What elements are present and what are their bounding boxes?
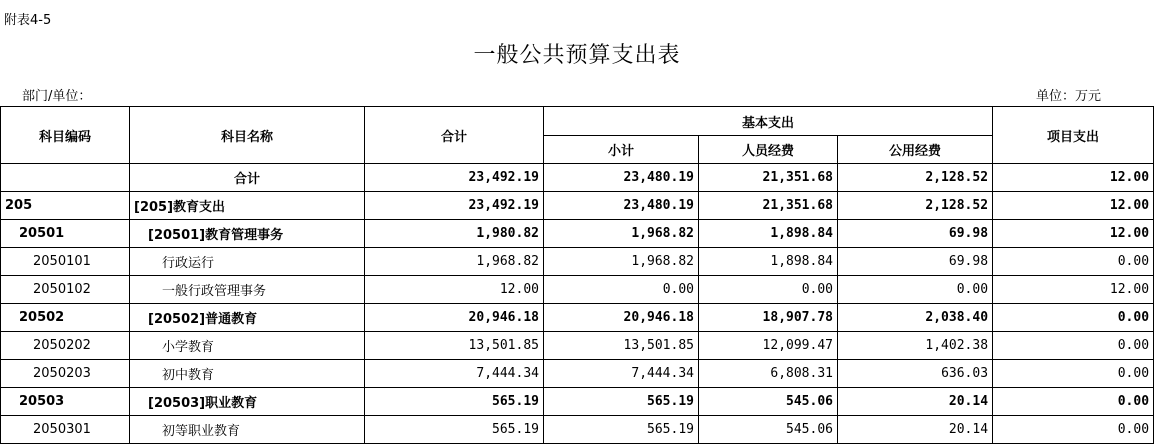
cell-public: 636.03 [838, 360, 993, 388]
cell-personnel: 545.06 [699, 416, 838, 444]
header-total: 合计 [365, 107, 544, 164]
cell-project: 0.00 [993, 304, 1154, 332]
cell-name: [205]教育支出 [130, 192, 365, 220]
header-project: 项目支出 [993, 107, 1154, 164]
table-row [1, 416, 1154, 444]
cell-subtotal: 565.19 [544, 388, 699, 416]
page-title: 一般公共预算支出表 [473, 43, 681, 68]
header-basic: 基本支出 [544, 107, 993, 136]
cell-project: 0.00 [993, 360, 1154, 388]
cell-total: 7,444.34 [365, 360, 544, 388]
cell-name: 合计 [130, 164, 365, 192]
cell-total: 565.19 [365, 388, 544, 416]
table-caption: 附表4-5 [4, 13, 52, 28]
cell-public: 2,038.40 [838, 304, 993, 332]
cell-name: 一般行政管理事务 [130, 276, 365, 304]
unit-label: 单位：万元 [1036, 89, 1102, 104]
cell-personnel: 6,808.31 [699, 360, 838, 388]
cell-project: 12.00 [993, 164, 1154, 192]
table-row [1, 332, 1154, 360]
department-label: 部门/单位： [22, 89, 92, 104]
cell-name: 小学教育 [130, 332, 365, 360]
table-row [1, 276, 1154, 304]
cell-project: 12.00 [993, 276, 1154, 304]
cell-personnel: 0.00 [699, 276, 838, 304]
table-row [1, 388, 1154, 416]
cell-name: 行政运行 [130, 248, 365, 276]
cell-name: 初等职业教育 [130, 416, 365, 444]
table-row [1, 220, 1154, 248]
cell-personnel: 12,099.47 [699, 332, 838, 360]
cell-public: 20.14 [838, 388, 993, 416]
cell-code [1, 164, 130, 192]
cell-total: 565.19 [365, 416, 544, 444]
cell-personnel: 545.06 [699, 388, 838, 416]
header-name: 科目名称 [130, 107, 365, 164]
cell-code: 2050101 [1, 248, 130, 276]
table-row [1, 304, 1154, 332]
cell-name: 初中教育 [130, 360, 365, 388]
cell-project: 0.00 [993, 332, 1154, 360]
cell-code: 2050202 [1, 332, 130, 360]
expenditure-table [0, 106, 1154, 444]
cell-subtotal: 20,946.18 [544, 304, 699, 332]
cell-name: [20501]教育管理事务 [130, 220, 365, 248]
cell-subtotal: 0.00 [544, 276, 699, 304]
cell-total: 1,980.82 [365, 220, 544, 248]
cell-public: 69.98 [838, 220, 993, 248]
table-row [1, 360, 1154, 388]
header-public: 公用经费 [838, 136, 993, 164]
cell-total: 23,492.19 [365, 164, 544, 192]
cell-project: 12.00 [993, 192, 1154, 220]
cell-personnel: 18,907.78 [699, 304, 838, 332]
cell-personnel: 21,351.68 [699, 192, 838, 220]
header-row-1 [1, 107, 1154, 136]
cell-name: [20503]职业教育 [130, 388, 365, 416]
cell-public: 2,128.52 [838, 164, 993, 192]
table-row [1, 164, 1154, 192]
cell-code: 20503 [1, 388, 130, 416]
cell-project: 0.00 [993, 388, 1154, 416]
cell-code: 20502 [1, 304, 130, 332]
cell-personnel: 1,898.84 [699, 248, 838, 276]
cell-project: 12.00 [993, 220, 1154, 248]
cell-total: 20,946.18 [365, 304, 544, 332]
cell-public: 0.00 [838, 276, 993, 304]
cell-total: 1,968.82 [365, 248, 544, 276]
cell-code: 2050102 [1, 276, 130, 304]
cell-personnel: 1,898.84 [699, 220, 838, 248]
cell-total: 13,501.85 [365, 332, 544, 360]
cell-code: 2050203 [1, 360, 130, 388]
cell-subtotal: 23,480.19 [544, 192, 699, 220]
cell-subtotal: 1,968.82 [544, 248, 699, 276]
cell-subtotal: 7,444.34 [544, 360, 699, 388]
cell-public: 20.14 [838, 416, 993, 444]
cell-project: 0.00 [993, 248, 1154, 276]
table-body [1, 164, 1154, 444]
cell-public: 1,402.38 [838, 332, 993, 360]
table-row [1, 248, 1154, 276]
cell-public: 69.98 [838, 248, 993, 276]
cell-subtotal: 23,480.19 [544, 164, 699, 192]
cell-subtotal: 1,968.82 [544, 220, 699, 248]
cell-subtotal: 565.19 [544, 416, 699, 444]
cell-code: 205 [1, 192, 130, 220]
cell-code: 2050301 [1, 416, 130, 444]
header-code: 科目编码 [1, 107, 130, 164]
cell-code: 20501 [1, 220, 130, 248]
cell-total: 12.00 [365, 276, 544, 304]
table-row [1, 192, 1154, 220]
cell-name: [20502]普通教育 [130, 304, 365, 332]
header-personnel: 人员经费 [699, 136, 838, 164]
cell-total: 23,492.19 [365, 192, 544, 220]
cell-subtotal: 13,501.85 [544, 332, 699, 360]
cell-personnel: 21,351.68 [699, 164, 838, 192]
header-subtotal: 小计 [544, 136, 699, 164]
cell-public: 2,128.52 [838, 192, 993, 220]
cell-project: 0.00 [993, 416, 1154, 444]
